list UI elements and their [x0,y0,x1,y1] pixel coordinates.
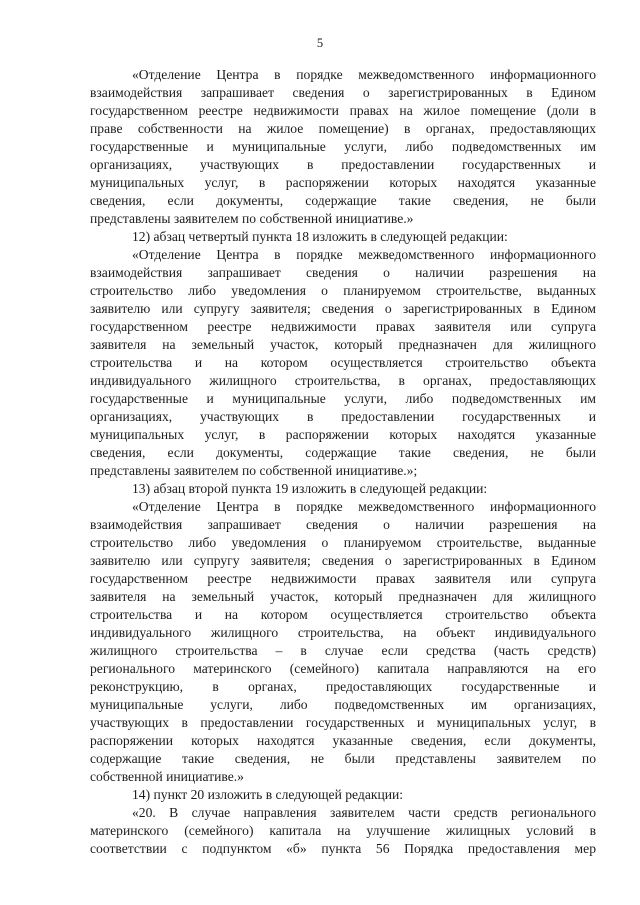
page-number: 5 [316,36,324,50]
text-line: государственном реестре недвижимости правах заявителя или супруга [90,571,596,586]
text-line: организациях, участвующих в предоставлении государственных и [90,409,596,424]
text-line: заявителю или супругу заявителя; сведения о зарегистрированных в Едином [90,301,596,316]
text-line: «Отделение Центра в порядке межведомственного информационного [132,67,596,82]
text-line: «Отделение Центра в порядке межведомственного информационного [132,499,596,514]
text-line: распоряжении которых находятся указанные сведения, если документы, [90,733,596,748]
text-line: реконструкцию, в органах, предоставляющих государственные и [90,679,596,694]
text-line: государственные и муниципальные услуги, либо подведомственных им [90,391,596,406]
text-line: содержащие такие сведения, не были представлены заявителем по [90,751,596,766]
text-line: участвующих в предоставлении государственных и муниципальных услуг, в [90,715,596,730]
text-line: муниципальных услуг, в распоряжении которых находятся указанные [90,427,596,442]
text-line: организациях, участвующих в предоставлении государственных и [90,157,596,172]
text-line: материнского (семейного) капитала на улучшение жилищных условий в [90,823,596,838]
text-line: представлены заявителем по собственной инициативе.» [90,211,414,226]
text-line: «Отделение Центра в порядке межведомственного информационного [132,247,596,262]
text-line: строительства и на котором осуществляется строительство объекта [90,607,596,622]
text-line: муниципальные услуги, либо подведомственных им организациях, [90,697,596,712]
text-line: заявителя на земельный участок, который предназначен для жилищного [90,589,596,604]
text-line: жилищного строительства – в случае если средства (часть средств) [90,643,596,658]
text-line: собственной инициативе.» [90,769,244,784]
text-line: регионального материнского (семейного) капитала направляются на его [90,661,596,676]
text-line: 12) абзац четвертый пункта 18 изложить в следующей редакции: [132,229,508,244]
text-line: соответствии с подпунктом «б» пункта 56 Порядка предоставления мер [90,841,596,856]
document-body [90,66,596,858]
text-line: представлены заявителем по собственной инициативе.»; [90,463,418,478]
text-line: праве собственности на жилое помещение) в органах, предоставляющих [90,121,596,136]
text-line: индивидуального жилищного строительства, в органах, предоставляющих [90,373,596,388]
text-line: «20. В случае направления заявителем части средств регионального [132,805,596,820]
text-line: 14) пункт 20 изложить в следующей редакции: [132,787,404,802]
text-line: 13) абзац второй пункта 19 изложить в следующей редакции: [132,481,488,496]
text-line: муниципальных услуг, в распоряжении которых находятся указанные [90,175,596,190]
text-line: государственном реестре недвижимости правах на жилое помещение (доли в [90,103,596,118]
text-line: заявителю или супругу заявителя; сведения о зарегистрированных в Едином [90,553,596,568]
text-line: сведения, если документы, содержащие такие сведения, не были [90,445,596,460]
text-line: строительства и на котором осуществляется строительство объекта [90,355,596,370]
text-line: взаимодействия запрашивает сведения о наличии разрешения на [90,517,596,532]
text-line: заявителя на земельный участок, который предназначен для жилищного [90,337,596,352]
text-line: государственные и муниципальные услуги, либо подведомственных им [90,139,596,154]
text-line: взаимодействия запрашивает сведения о наличии разрешения на [90,265,596,280]
text-line: государственном реестре недвижимости правах заявителя или супруга [90,319,596,334]
text-line: строительство либо уведомления о планируемом строительстве, выданных [90,283,596,298]
text-line: индивидуального жилищного строительства, на объект индивидуального [90,625,596,640]
text-line: строительство либо уведомления о планируемом строительстве, выданные [90,535,596,550]
text-line: взаимодействия запрашивает сведения о зарегистрированных в Едином [90,85,596,100]
text-line: сведения, если документы, содержащие такие сведения, не были [90,193,596,208]
